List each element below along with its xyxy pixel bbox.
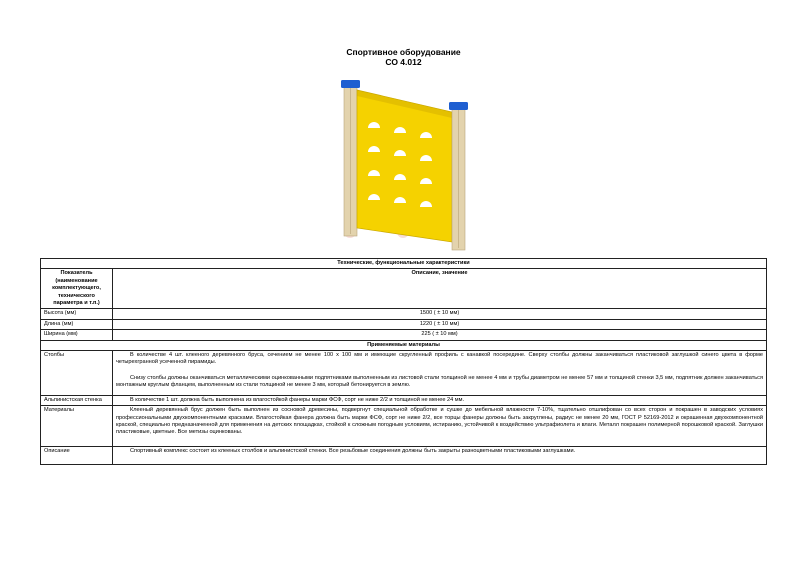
material-name: Описание [41, 446, 113, 464]
product-illustration [330, 72, 476, 258]
table-row [41, 406, 767, 447]
param-value: 1500 ( ± 10 мм) [113, 309, 767, 319]
section-row [41, 259, 767, 269]
right-post [449, 102, 468, 250]
material-paragraph: В количестве 4 шт. клееного деревянного бруса, сечением не менее 100 х 100 мм и имеющие скругленный профиль с канавкой посередине. Сверху столбы должны заканчиваться пластиковой заглушкой синего цвета в форме четырехгранной усеченной пирамиды. [116, 352, 763, 366]
table-row [41, 319, 767, 329]
param-name: Длина (мм) [41, 319, 113, 329]
param-name: Ширина (мм) [41, 330, 113, 340]
material-paragraph: Клееный деревянный брус должен быть выполнен из сосновой древесины, подвергнут специальной обработке и сушке до мебельной влажности 7-10%, тщательно отшлифован со всех сторон и покрашен в заводских условиях профессиональными двухкомпонентными красками. Влагостойкая фанера должна быть марки ФСФ, сорт не ниже 2/2, все торцы фанеры должны быть закруглены, радиус не менее 20 мм, ГОСТ Р 52169-2012 и окрашенная двухкомпонентной краской, специально предназначенной для применения на детских площадках, стойкой к сложным погодным условиям, истиранию, устойчивой к воздействию ультрафиолета и влаги. Металл покрашен полимерной порошковой краской. Заглушки пластиковые, цветные. Все метизы оцинкованы. [116, 407, 763, 436]
material-paragraph: В количестве 1 шт. должна быть выполнена из влагостойкой фанеры марки ФСФ, сорт не ниже 2/2 и толщиной не менее 24 мм. [130, 396, 465, 403]
material-name: Столбы [41, 351, 113, 396]
material-name: Материалы [41, 406, 113, 447]
material-description [113, 406, 767, 447]
table-row [41, 351, 767, 396]
title-text: Спортивное оборудование [346, 47, 461, 57]
section-materials-heading: Применяемые материалы [41, 340, 767, 350]
product-code: СО 4.012 [385, 57, 422, 67]
param-name: Высота (мм) [41, 309, 113, 319]
material-paragraph: Снизу столбы должны оканчиваться металлическими оцинкованными подпятниками выполненным из листовой стали толщиной не менее 4 мм и трубы диаметром не менее 57 мм и толщиной стенки 3,5 мм, подпятник должен заканчиваться монтажным круглым фланцем, выполненным из стали толщиной не менее 3 мм, который бетонируется в землю. [116, 374, 763, 389]
table-row [41, 309, 767, 319]
column-header-param: Показатель (наименование комплектующего, технического параметра и т.п.) [41, 269, 113, 309]
climbing-wall [357, 90, 452, 242]
material-name: Альпинистская стенка [41, 395, 113, 405]
section-row [41, 340, 767, 350]
header-row [41, 269, 767, 309]
table-row [41, 446, 767, 464]
param-value: 225 ( ± 10 мм) [113, 330, 767, 340]
material-description [113, 446, 767, 464]
table-row [41, 395, 767, 405]
material-paragraph: Спортивный комплекс состоит из клееных столбов и альпинистской стенки. Все резьбовые соединения должны быть закрыты разноцветными пластиковыми заглушками. [130, 447, 576, 454]
document-title [0, 47, 807, 67]
section-tech-heading: Технические, функциональные характеристики [41, 259, 767, 269]
post-cap [341, 80, 360, 88]
table-row [41, 330, 767, 340]
post-cap [449, 102, 468, 110]
column-header-desc: Описание, значение [113, 269, 767, 309]
param-value: 1220 ( ± 10 мм) [113, 319, 767, 329]
spec-table [40, 258, 767, 465]
material-description [113, 395, 767, 405]
material-description [113, 351, 767, 396]
